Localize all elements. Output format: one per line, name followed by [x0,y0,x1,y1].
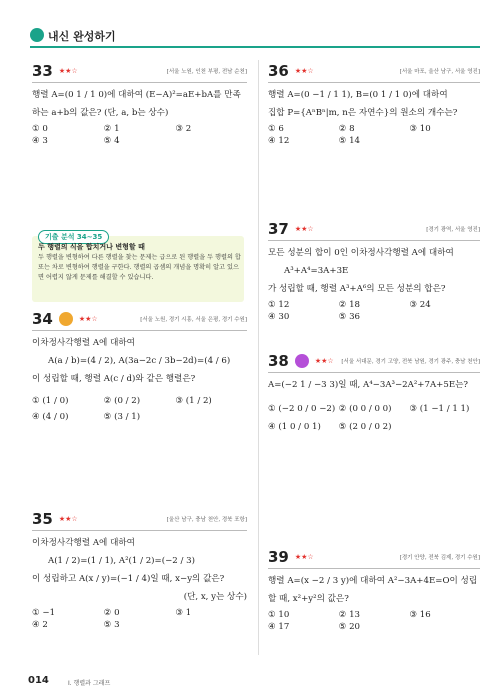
question-text-3: 이 성립하고 A(x / y)=(−1 / 4)일 때, x−y의 값은? [32,574,225,584]
difficulty-stars: ★★☆ [294,67,314,75]
question-text: 이차정사각행렬 A에 대하여 [32,538,135,548]
frequent-question-icon [295,354,309,368]
question-rule [268,240,480,241]
question-text: A=(−2 1 / −3 3)일 때, A⁴−3A³−2A²+7A+5E는? [268,380,469,390]
difficulty-stars: ★★☆ [294,225,314,233]
answer-option[interactable]: ① (1 / 0) [32,396,69,406]
question-rule [32,530,247,531]
question-rule [268,568,480,569]
answer-option[interactable]: ⑤ 20 [338,622,361,632]
answer-option[interactable]: ① −1 [32,608,56,618]
question-35 [32,510,247,630]
question-text: 모든 성분의 합이 0인 이차정사각행렬 A에 대하여 [268,248,454,258]
difficulty-stars: ★★☆ [78,315,98,323]
answer-option[interactable]: ⑤ 36 [338,312,361,322]
answer-option[interactable]: ⑤ 3 [103,620,120,630]
question-rule [32,330,247,331]
question-33 [32,62,247,146]
question-number: 38 [268,352,289,370]
analysis-tip-subtitle: 두 행렬의 식을 합치거나 변형할 때 [38,243,145,251]
question-rule [268,82,480,83]
answer-option[interactable]: ② 0 [103,608,120,618]
question-condition: (단, x, y는 상수) [183,592,247,602]
question-37 [268,220,480,322]
answer-option[interactable]: ④ 2 [32,620,48,630]
column-divider [258,60,259,655]
source-badge: [울산 남구, 충남 천안, 경북 포항] [166,517,247,523]
answer-option[interactable]: ④ 17 [268,622,290,632]
answer-option[interactable]: ⑤ (2 0 / 0 2) [338,422,392,432]
question-36 [268,62,480,146]
source-badge: [서울 노원, 인천 부평, 전남 순천] [166,69,247,75]
answer-option[interactable]: ② (0 0 / 0 0) [338,404,392,414]
question-text: 이차정사각행렬 A에 대하여 [32,338,135,348]
answer-option[interactable]: ① 0 [32,124,48,134]
answer-option[interactable]: ② 18 [338,300,361,310]
difficulty-stars: ★★☆ [58,515,78,523]
question-text-2: 할 때, x²+y²의 값은? [268,594,349,604]
source-badge: [서울 마포, 울산 남구, 서울 영진] [399,69,480,75]
answer-option[interactable]: ① 12 [268,300,290,310]
question-number: 34 [32,310,53,328]
page-header-title: 내신 완성하기 [48,30,116,43]
answer-option[interactable]: ② 8 [338,124,355,134]
question-number: 35 [32,510,53,528]
question-number: 37 [268,220,289,238]
question-number: 33 [32,62,53,80]
page-number: 014 [28,675,49,686]
source-badge: [경기 안양, 전북 김제, 경기 수원] [399,555,480,561]
answer-option[interactable]: ③ 10 [409,124,431,134]
question-number: 36 [268,62,289,80]
answer-option[interactable]: ④ 3 [32,136,48,146]
header-logo-icon [30,28,44,42]
answer-option[interactable]: ③ (1 −1 / 1 1) [409,404,470,414]
answer-option[interactable]: ② (0 / 2) [103,396,141,406]
question-rule [268,372,480,373]
question-text-3: 가 성립할 때, 행렬 A³+A⁶의 모든 성분의 합은? [268,284,446,294]
answer-option[interactable]: ① 6 [268,124,284,134]
answer-option[interactable]: ④ 12 [268,136,290,146]
difficulty-stars: ★★☆ [294,553,314,561]
header-rule [30,46,480,48]
difficulty-stars: ★★☆ [314,357,334,365]
source-badge: [서울 서대문, 경기 고양, 전북 남원, 경기 광주, 충남 천안] [341,359,480,365]
answer-option[interactable]: ⑤ 4 [103,136,120,146]
answer-option[interactable]: ③ 24 [409,300,431,310]
question-text-3: 이 성립할 때, 행렬 A(c / d)와 같은 행렬은? [32,374,196,384]
answer-option[interactable]: ③ 16 [409,610,431,620]
question-rule [32,82,247,83]
answer-option[interactable]: ③ (1 / 2) [175,396,212,406]
answer-option[interactable]: ① 10 [268,610,290,620]
frequent-question-icon [59,312,73,326]
question-38 [268,352,480,432]
question-text: 행렬 A=(0 −1 / 1 1), B=(0 1 / 1 0)에 대하여 [268,90,448,100]
answer-option[interactable]: ① (−2 0 / 0 −2) [268,404,336,414]
answer-option[interactable]: ② 1 [103,124,120,134]
answer-option[interactable]: ④ 30 [268,312,290,322]
difficulty-stars: ★★☆ [58,67,78,75]
question-text: 행렬 A=(0 1 / 1 0)에 대하여 (E−A)²=aE+bA를 만족 [32,90,241,100]
answer-option[interactable]: ⑤ 14 [338,136,361,146]
question-39 [268,548,480,632]
question-text: 행렬 A=(x −2 / 3 y)에 대하여 A²−3A+4E=O이 성립 [268,576,478,586]
analysis-tip-body: 두 행렬을 변형하여 다른 행렬을 찾는 문제는 급으로 된 행렬을 두 행렬의 합 또는 차로 변형하여 행렬을 구한다. 행렬의 곱셈의 개념을 명확히 알고 있으면 어렵지 않게 문제를 해결할 수 있습니다. [38,254,241,281]
answer-option[interactable]: ③ 1 [175,608,192,618]
analysis-tip-title: 기출 분석 34~35 [38,230,109,244]
question-equation: A³+A⁴=3A+3E [284,266,349,276]
question-equation: A(a / b)=(4 / 2), A(3a−2c / 3b−2d)=(4 / 6) [48,356,231,366]
source-badge: [서울 노원, 경기 시흥, 서울 은평, 경기 수원] [140,317,247,323]
answer-option[interactable]: ③ 2 [175,124,192,134]
question-text-2: 하는 a+b의 값은? (단, a, b는 상수) [32,108,169,118]
question-equation: A(1 / 2)=(1 / 1), A²(1 / 2)=(−2 / 3) [48,556,195,566]
question-34 [32,310,247,422]
section-title: I. 행렬과 그래프 [68,680,111,687]
answer-option[interactable]: ④ (4 / 0) [32,412,69,422]
question-text-2: 집합 P={AⁿBⁿ|m, n은 자연수}의 원소의 개수는? [268,108,458,118]
answer-option[interactable]: ② 13 [338,610,361,620]
question-number: 39 [268,548,289,566]
source-badge: [경기 광역, 서울 영진] [426,227,480,233]
answer-option[interactable]: ④ (1 0 / 0 1) [268,422,321,432]
answer-option[interactable]: ⑤ (3 / 1) [103,412,141,422]
